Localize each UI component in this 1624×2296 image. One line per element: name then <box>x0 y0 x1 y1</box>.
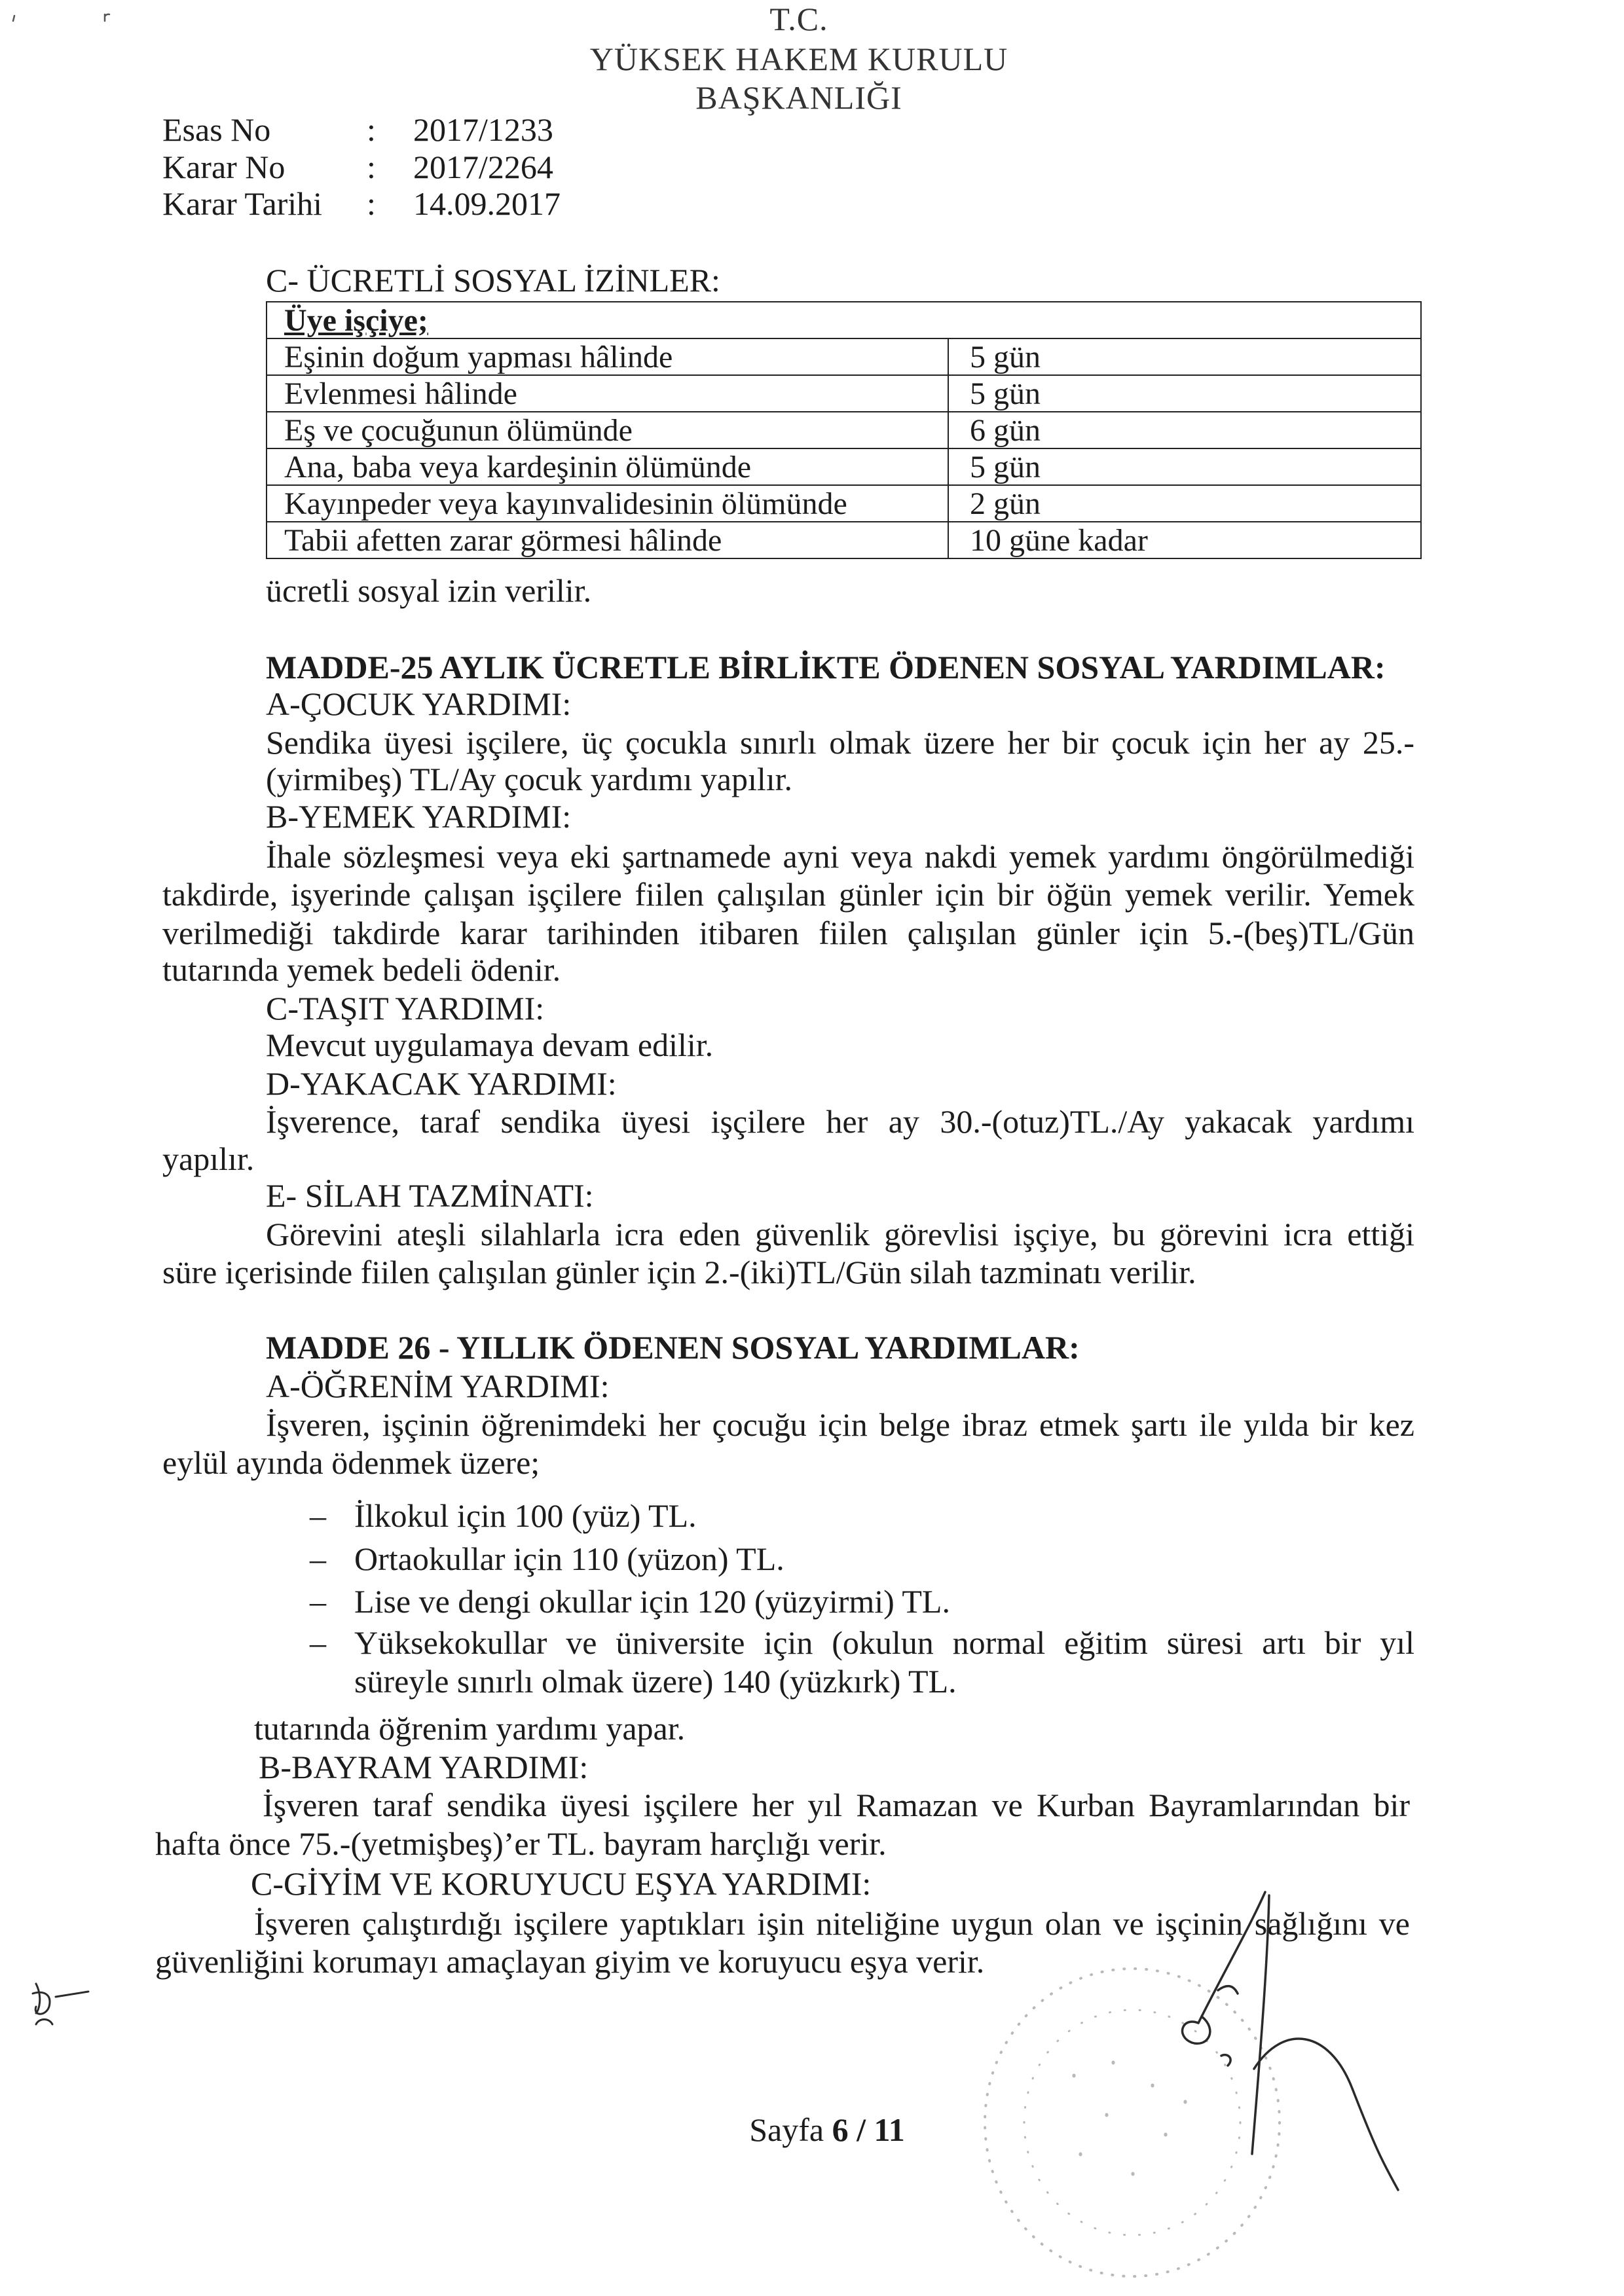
case-sep: : <box>367 149 376 185</box>
page-total: 11 <box>874 2111 905 2148</box>
article-26-title: MADDE 26 - YILLIK ÖDENEN SOSYAL YARDIMLAR: <box>266 1329 1080 1366</box>
leave-duration: 2 gün <box>948 485 1421 522</box>
list-marker: – <box>310 1583 326 1620</box>
page-footer <box>696 2111 958 2149</box>
paragraph-line: İşveren çalıştırdığı işçilere yaptıkları işin niteliğine uygun olan ve işçinin sağlığını ve <box>254 1905 1410 1942</box>
leave-section-title: C- ÜCRETLİ SOSYAL İZİNLER: <box>266 262 720 299</box>
paragraph-line: hafta önce 75.-(yetmişbeş)’er TL. bayram harçlığı verir. <box>155 1825 887 1862</box>
table-row <box>267 522 1421 558</box>
case-label: Esas No <box>162 111 271 148</box>
leave-duration: 10 güne kadar <box>948 522 1421 558</box>
paragraph-line: (yirmibeş) TL/Ay çocuk yardımı yapılır. <box>266 761 793 797</box>
paragraph-line: yapılır. <box>162 1140 255 1177</box>
leave-closing: ücretli sosyal izin verilir. <box>266 572 592 609</box>
stamp-inner-ring <box>1024 2010 1240 2235</box>
stamp-inner-dots <box>1074 2062 1185 2174</box>
list-item-continuation: süreyle sınırlı olmak üzere) 140 (yüzkırk) TL. <box>354 1663 957 1700</box>
paragraph-line: takdirde, işyerinde çalışan işçilere fiilen çalışılan günler için bir öğün yemek verilir. Yemek <box>162 876 1414 913</box>
list-item: Ortaokullar için 110 (yüzon) TL. <box>354 1540 784 1577</box>
case-value: 2017/1233 <box>413 111 553 148</box>
section-heading: C-TAŞIT YARDIMI: <box>266 990 545 1027</box>
section-heading: E- SİLAH TAZMİNATI: <box>266 1177 594 1214</box>
stamp <box>985 1969 1280 2276</box>
paragraph-line: süre içerisinde fiilen çalışılan günler için 2.-(iki)TL/Gün silah tazminatı verilir. <box>162 1254 1196 1290</box>
paragraph-line: İşverence, taraf sendika üyesi işçilere her ay 30.-(otuz)TL./Ay yakacak yardımı <box>266 1103 1414 1140</box>
signature-stroke <box>1218 1986 1238 1994</box>
case-value: 2017/2264 <box>413 149 553 185</box>
paragraph-line: güvenliğini korumayı amaçlayan giyim ve koruyucu eşya verir. <box>155 1943 985 1980</box>
section-heading: A-ÇOCUK YARDIMI: <box>266 685 572 722</box>
initials-stroke <box>33 1984 88 2024</box>
section-heading: B-BAYRAM YARDIMI: <box>259 1749 589 1785</box>
table-heading-cell <box>267 302 1421 338</box>
case-label: Karar No <box>162 149 286 185</box>
table-row <box>267 375 1421 412</box>
paragraph-line: Sendika üyesi işçilere, üç çocukla sınırlı olmak üzere her bir çocuk için her ay 25.- <box>266 724 1414 761</box>
list-item: İlkokul için 100 (yüz) TL. <box>354 1497 697 1534</box>
leave-event: Kayınpeder veya kayınvalidesinin ölümünde <box>267 485 948 522</box>
case-sep: : <box>367 185 376 222</box>
scan-speck <box>13 16 14 21</box>
leave-event: Ana, baba veya kardeşinin ölümünde <box>267 448 948 485</box>
table-row <box>267 485 1421 522</box>
table-row <box>267 412 1421 448</box>
header-tc: T.C. <box>769 1 828 37</box>
header-office: BAŞKANLIĞI <box>695 79 902 116</box>
section-heading: D-YAKACAK YARDIMI: <box>266 1065 617 1102</box>
scan-speck <box>105 14 109 21</box>
page-label: Sayfa <box>749 2111 824 2148</box>
table-header-row <box>267 302 1421 338</box>
leave-event: Eş ve çocuğunun ölümünde <box>267 412 948 448</box>
paragraph-line: tutarında yemek bedeli ödenir. <box>162 951 561 988</box>
table-row <box>267 338 1421 375</box>
section-heading: B-YEMEK YARDIMI: <box>266 798 572 835</box>
list-marker: – <box>310 1497 326 1534</box>
page-number: 6 <box>832 2111 849 2148</box>
article-25-title: MADDE-25 AYLIK ÜCRETLE BİRLİKTE ÖDENEN SOSYAL YARDIMLAR: <box>266 649 1386 685</box>
signature-stroke <box>1254 2039 1398 2190</box>
leave-duration: 5 gün <box>948 338 1421 375</box>
leave-duration: 5 gün <box>948 448 1421 485</box>
signature-stroke <box>1183 2016 1231 2066</box>
page-separator: / <box>857 2111 866 2148</box>
paragraph-line: İşveren, işçinin öğrenimdeki her çocuğu için belge ibraz etmek şartı ile yılda bir kez <box>266 1406 1414 1443</box>
margin-initials <box>33 1984 88 2024</box>
paragraph-line: İşveren taraf sendika üyesi işçilere her yıl Ramazan ve Kurban Bayramlarından bir <box>263 1787 1410 1823</box>
list-marker: – <box>310 1624 326 1661</box>
section-heading: A-ÖĞRENİM YARDIMI: <box>266 1368 610 1404</box>
leave-table <box>266 301 1422 559</box>
case-value: 14.09.2017 <box>413 185 561 222</box>
table-row <box>267 448 1421 485</box>
leave-event: Tabii afetten zarar görmesi hâlinde <box>267 522 948 558</box>
leave-event: Evlenmesi hâlinde <box>267 375 948 412</box>
case-label: Karar Tarihi <box>162 185 323 222</box>
list-marker: – <box>310 1540 326 1577</box>
paragraph-line: İhale sözleşmesi veya eki şartnamede ayni veya nakdi yemek yardımı öngörülmediği <box>266 838 1414 875</box>
leave-duration: 5 gün <box>948 375 1421 412</box>
list-item: Lise ve dengi okullar için 120 (yüzyirmi) TL. <box>354 1583 950 1620</box>
paragraph-line: Görevini ateşli silahlarla icra eden güvenlik görevlisi işçiye, bu görevini icra ettiği <box>266 1216 1414 1252</box>
paragraph-line: tutarında öğrenim yardımı yapar. <box>254 1710 686 1747</box>
table-heading: Üye işçiye; <box>284 303 428 338</box>
header-institution: YÜKSEK HAKEM KURULU <box>589 41 1008 77</box>
paragraph-line: eylül ayında ödenmek üzere; <box>162 1444 540 1481</box>
case-sep: : <box>367 111 376 148</box>
scan-marks <box>13 14 109 21</box>
section-heading: C-GİYİM VE KORUYUCU EŞYA YARDIMI: <box>251 1865 872 1902</box>
leave-duration: 6 gün <box>948 412 1421 448</box>
page-number-group <box>832 2111 905 2148</box>
stamp-outer-ring <box>985 1969 1280 2276</box>
paragraph-line: verilmediği takdirde karar tarihinden itibaren fiilen çalışılan günler için 5.-(beş)TL/Gün <box>162 915 1414 951</box>
leave-event: Eşinin doğum yapması hâlinde <box>267 338 948 375</box>
paragraph-line: Mevcut uygulamaya devam edilir. <box>266 1027 714 1063</box>
list-item: Yüksekokullar ve üniversite için (okulun normal eğitim süresi artı bir yıl <box>354 1624 1414 1661</box>
